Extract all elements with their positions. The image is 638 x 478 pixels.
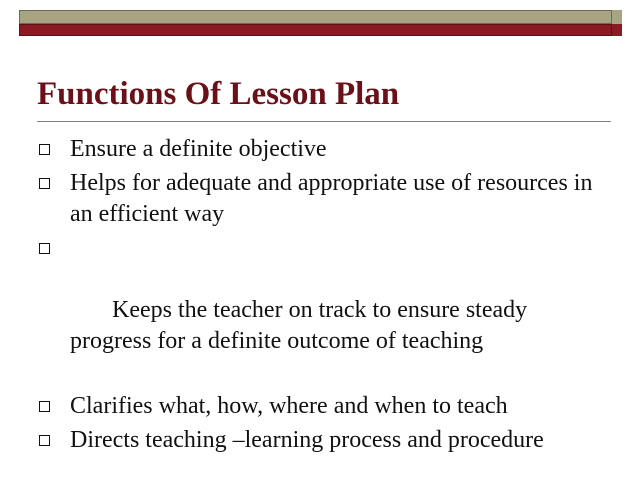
header-band-maroon xyxy=(19,24,622,36)
bullet-item xyxy=(37,425,607,456)
bullet-item xyxy=(37,168,607,230)
bullet-text: Clarifies what, how, where and when to teach xyxy=(70,393,508,419)
bullet-text: Keeps the teacher on track to ensure steady progress for a definite outcome of teaching xyxy=(70,297,534,354)
title-divider xyxy=(37,121,611,122)
bullet-text: Directs teaching –learning process and procedure xyxy=(70,427,544,453)
hollow-square-bullet-icon xyxy=(39,144,50,155)
hollow-square-bullet-icon xyxy=(39,435,50,446)
bullet-item xyxy=(37,391,607,422)
hollow-square-bullet-icon xyxy=(39,401,50,412)
header-band-olive-end xyxy=(611,10,622,24)
header-band-olive xyxy=(19,10,621,24)
hollow-square-bullet-icon xyxy=(39,243,50,254)
bullet-item xyxy=(37,233,607,388)
bullet-text: Helps for adequate and appropriate use of resources in an efficient way xyxy=(70,170,593,227)
bullet-text: Ensure a definite objective xyxy=(70,136,327,162)
slide-title: Functions Of Lesson Plan xyxy=(37,76,400,112)
bullet-list xyxy=(37,134,607,459)
header-band-maroon-end xyxy=(611,24,622,36)
hollow-square-bullet-icon xyxy=(39,178,50,189)
bullet-item xyxy=(37,134,607,165)
